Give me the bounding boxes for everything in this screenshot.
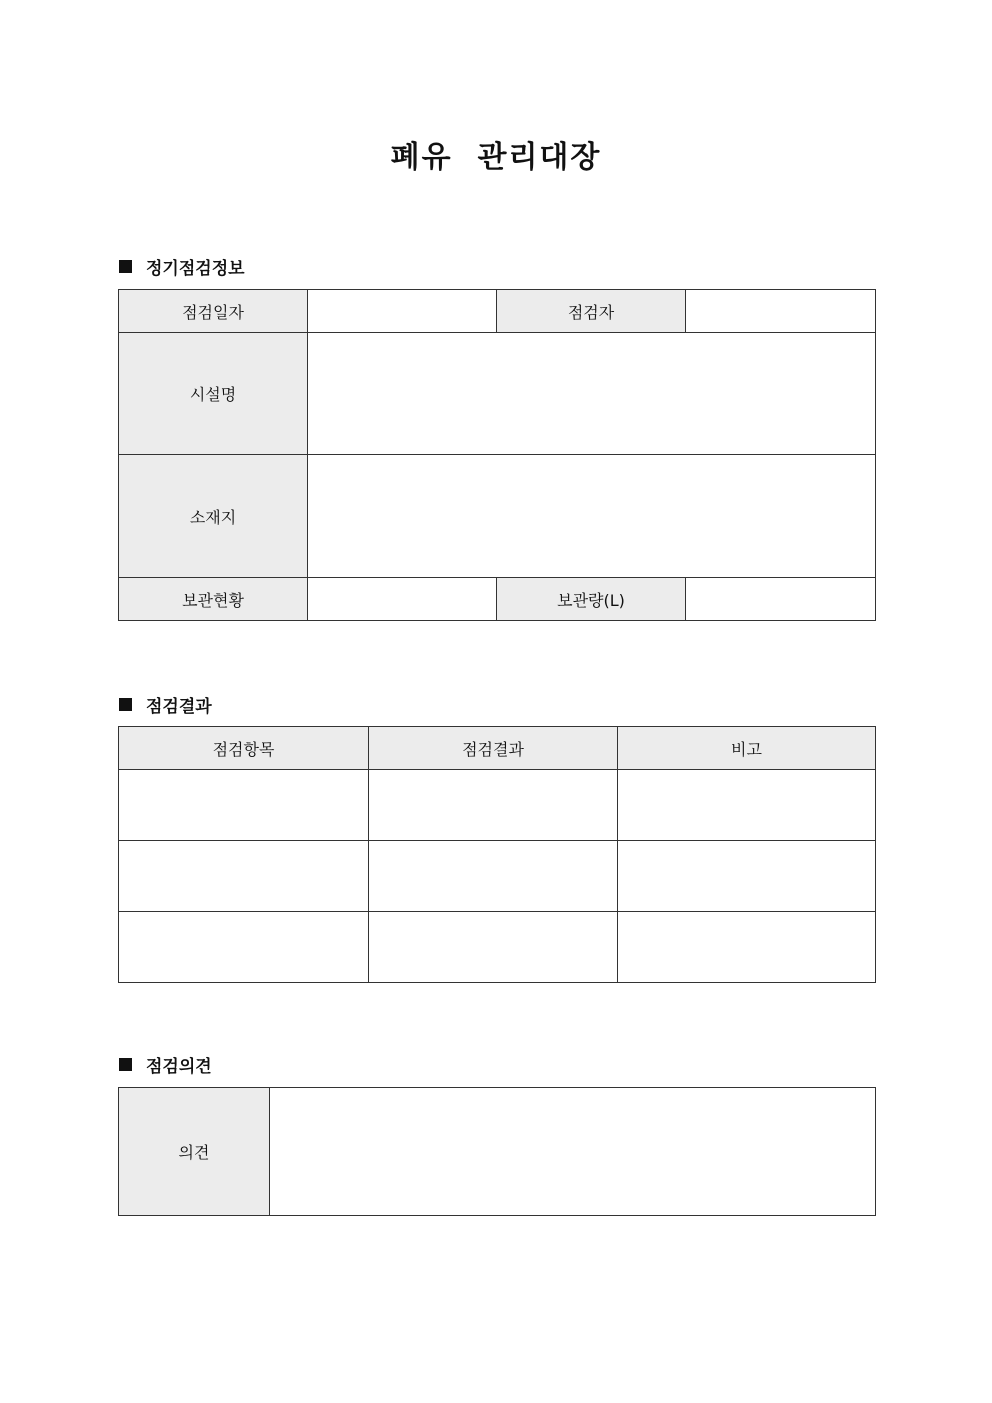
table-row (119, 841, 876, 912)
inspector-field[interactable] (686, 290, 876, 333)
column-header-remarks: 비고 (618, 727, 876, 770)
inspection-item-cell[interactable] (119, 770, 369, 841)
inspector-label: 점검자 (497, 290, 686, 333)
inspection-result-cell[interactable] (369, 770, 618, 841)
facility-name-field[interactable] (308, 333, 876, 455)
inspection-results-table (118, 726, 876, 983)
regular-inspection-table (118, 289, 876, 621)
section-heading-label: 점검의견 (146, 1057, 212, 1077)
inspection-result-cell[interactable] (369, 841, 618, 912)
inspection-item-cell[interactable] (119, 841, 369, 912)
section-heading-regular-inspection (119, 254, 245, 279)
inspection-item-cell[interactable] (119, 912, 369, 983)
section-heading-inspection-opinion (119, 1052, 212, 1077)
inspection-date-field[interactable] (308, 290, 497, 333)
inspection-result-cell[interactable] (369, 912, 618, 983)
storage-status-field[interactable] (308, 578, 497, 621)
remarks-cell[interactable] (618, 770, 876, 841)
table-row (119, 770, 876, 841)
opinion-label: 의견 (119, 1088, 270, 1216)
location-label: 소재지 (119, 455, 308, 578)
square-bullet-icon (119, 1058, 132, 1071)
section-heading-inspection-results (119, 692, 212, 717)
storage-amount-label: 보관량(L) (497, 578, 686, 621)
table-row (119, 912, 876, 983)
section-heading-label: 정기점검정보 (146, 259, 245, 279)
storage-amount-field[interactable] (686, 578, 876, 621)
facility-name-label: 시설명 (119, 333, 308, 455)
square-bullet-icon (119, 260, 132, 273)
location-field[interactable] (308, 455, 876, 578)
inspection-opinion-table (118, 1087, 876, 1216)
column-header-inspection-result: 점검결과 (369, 727, 618, 770)
inspection-date-label: 점검일자 (119, 290, 308, 333)
square-bullet-icon (119, 698, 132, 711)
remarks-cell[interactable] (618, 912, 876, 983)
page-title: 폐유 관리대장 (390, 140, 602, 175)
opinion-field[interactable] (270, 1088, 876, 1216)
storage-status-label: 보관현황 (119, 578, 308, 621)
remarks-cell[interactable] (618, 841, 876, 912)
section-heading-label: 점검결과 (146, 697, 212, 717)
column-header-inspection-item: 점검항목 (119, 727, 369, 770)
